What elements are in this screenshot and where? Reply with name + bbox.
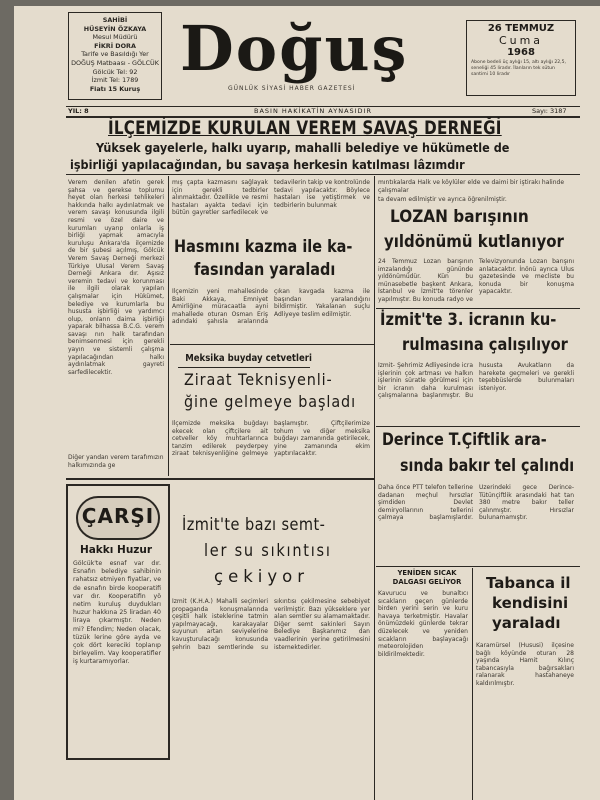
lozan-headline-2: yıldönümü kutlanıyor bbox=[384, 232, 564, 252]
motto: BASIN HAKİKATİN AYNASIDIR bbox=[254, 107, 372, 115]
meksika-headline-1: Ziraat Teknisyenli- bbox=[184, 370, 333, 389]
yenidin-kicker-2: DALGASI GELİYOR bbox=[392, 578, 462, 586]
year-label: YIL: 8 bbox=[68, 107, 89, 115]
lead-deck-2: işbirliği yapılacağından, bu savaşa herkesin katılması lâzımdır bbox=[70, 157, 465, 172]
lozan-lead: mıntıkalarda Halk ve köylüler elde ve daimi bir iştirakı halinde çalışmalar bbox=[378, 179, 565, 194]
imprint-box bbox=[68, 12, 162, 100]
imprint-text bbox=[69, 13, 161, 93]
advert-box bbox=[66, 484, 170, 760]
derince-body: Daha önce PTT telefon tellerine dadanan meçhul hırsızlar şimdiden Devlet demiryollarının tellerini çalmaya başlamışlardır. Üzerindeki gece Derince-Tütünçiftlik arasındaki hat tan 380 metre bakır teller çalınmıştır. Hırsızlar bulunamamıştır. bbox=[378, 484, 574, 522]
imprint-line: Tarife ve Basıldığı Yer bbox=[81, 50, 149, 59]
meksika-headline-2: ğine gelmeye başladı bbox=[184, 392, 356, 411]
lozan-body: 24 Temmuz Lozan barışının imzalandığı gününde yıldönümüdür. Kün bu münasebetle başkent Ankara, İstanbul ve İzmit'te törenler yapılmıştır. Bu konuda radyo ve Televizyonunda Lozan barışını anlatacaktır. İnönü ayrıca Ulus gazetesinde ve mecliste bu konuda bir konuşma yapacaktır. bbox=[378, 258, 574, 303]
lead-body: Verem denilen afetin gerek şahsa ve gerekse toplumu heyet olan herkesi tehlikeleri hakkında halkı aydınlatmak ve verem savaşı konusunda ilgili resmi ve özel daire ve kurumları uyarıp onlarla iş birliği yapmak amacıyla kuruluşu Ankara'da ilçemizde de bir şubesi açılmış, Gölcük Verem Savaş Derneği merkezi Türkiye Ulusal Verem Savaş Derneği Ankara dır. Aşısız veremin tedavi ve korunması ile ilgili olarak yapılan çalışmalar için Hükümet, belediye ve kurumlarla bu hususta işbirliği ve yardımcı olup, onların daima işbirliği yaparak bilhassa B.C.G. verem savaşı nın halk tarafından benimsenmesi için gerekli yayın ve sistemli çalışma yapılacağından halkı aydınlatmak gayreti sarfedilecektir. bbox=[68, 179, 164, 376]
derince-headline-1: Derince T.Çiftlik ara- bbox=[382, 430, 547, 450]
imprint-line: İzmit Tel: 1789 bbox=[91, 76, 139, 85]
icran-headline-1: İzmit'te 3. icranın ku- bbox=[380, 310, 557, 330]
date-weekday: Cuma bbox=[498, 34, 544, 47]
imprint-line: HÜSEYİN ÖZKAYA bbox=[83, 24, 147, 33]
derince-headline-2: sında bakır tel çalındı bbox=[400, 456, 575, 476]
icran-headline-2: rulmasına çalışılıyor bbox=[402, 335, 568, 355]
meksika-body: İlçemizde meksika buğdayı ekecek olan çiftçilere ait cetveller köy muhtarlarınca tanzim edilerek peyderpey ziraat teknisyenliğine gelmeye başlamıştır. Çiftçilerimize tohum ve diğer meksika buğdayı zamanında getirilecek, yine zamanında ekim yaptırılacaktır. bbox=[172, 420, 370, 458]
meksika-kicker-box bbox=[178, 353, 310, 368]
logo-subtitle: GÜNLÜK SİYASİ HABER GAZETESİ bbox=[228, 85, 356, 92]
hasmini-body-bottom: İlçemizin yeni mahallesinde Baki Akkaya, Emniyet Amirliğine müracaatla ayni mahallede oturan Osman Eriş adındaki şahısla aralarında çıkan kavgada kazma ile başından yaralandığını bildirmiştir. Yakalanan suçlu Adliyeye teslim edilmiştir. bbox=[172, 288, 370, 326]
newspaper-logo: Doğuş bbox=[180, 12, 409, 85]
tabanca-headline-1: Tabanca il bbox=[486, 574, 571, 592]
lozan-headline-1: LOZAN barışının bbox=[390, 207, 529, 227]
meksika-kicker: Meksika buyday cetvetleri bbox=[185, 353, 312, 364]
imprint-line: Fiatı 15 Kuruş bbox=[89, 84, 141, 93]
yenidin-body: Kavurucu ve bunaltıcı sıcakların geçen günlerde birden yerini serin ve kuru havaya terketmiştir. Havalar önümüzdeki günlerde tekrar düzelecek ve yeniden sıcakların başlayacağı meteorolojiden bildirilmektedir. bbox=[378, 590, 468, 658]
izmit-su-headline-3: çekiyor bbox=[214, 567, 310, 586]
hasmini-headline-1: Hasmını kazma ile ka- bbox=[174, 237, 353, 257]
tabanca-body: Karamürsel (Hususi) ilçesine bağlı köyünde oturan 28 yaşında Hamit Kılınç tabancasıyla bağırsakları ralanarak hastahaneye kaldırılmıştır. bbox=[476, 642, 574, 687]
lead-body-continued: Diğer yandan verem tarafımızın halkımızında ge bbox=[68, 454, 164, 469]
date-year: 1968 bbox=[507, 47, 535, 58]
yenidin-kicker-1: YENİDEN SICAK bbox=[397, 569, 457, 577]
lozan-lead-2: ta devam edilmiştir ve ayrıca öğrenilmiştir. bbox=[378, 196, 507, 203]
date-day: 26 TEMMUZ bbox=[487, 23, 555, 34]
imprint-line: SAHİBİ bbox=[102, 16, 128, 24]
subscription-note: Abone bedeli üç aylığı 15, altı aylığı 22,5, seneliği 45 liradır. İlanların tek sütun santimi 10 liradır bbox=[471, 60, 567, 77]
lead-headline: İLÇEMİZDE KURULAN VEREM SAVAŞ DERNEĞİ bbox=[108, 118, 502, 139]
izmit-su-headline-1: İzmit'te bazı semt- bbox=[182, 515, 326, 534]
advert-body: Gölcük'te esnaf var dır. Esnafın belediye sahibinin rahatsız etmiyen fiyatlar, ve de esnafın birde kooperatifi var dır. Kooperatifin yö netim kuruluş duydukları huzur hakkına 25 liradan 40 liraya çıkarmıştır. Neden mi? Efendim; Neden olacak, tüzük lerine göre ayda ve çok dört kereciki toplanıp birleyelim. Vay kooperatifler iş kurtaramıyorlar. bbox=[73, 560, 161, 666]
advert-headline: Hakkı Huzur bbox=[79, 544, 153, 556]
advert-logo bbox=[76, 496, 160, 540]
hasmini-headline-2: fasından yaraladı bbox=[194, 260, 336, 280]
date-box bbox=[466, 20, 576, 96]
advert-brand: ÇARŞI bbox=[81, 504, 155, 528]
imprint-line: FİKRİ DORA bbox=[94, 41, 136, 50]
imprint-line: Mesul Müdürü bbox=[92, 33, 138, 42]
izmit-su-headline-2: ler su sıkıntısı bbox=[204, 541, 332, 560]
hasmini-body-top: mış çapta kazmasını sağlayak için gerekli tedbirler alınmaktadır. Özellikle ve resmi hastaları ayakta tedavi için bütün gayretler sarfedilecek ve tedavilerin takip ve kontrolünde tedavi yapılacaktır. Böylece hastaları ise yetiştirmek ve tedbirlerin bulunmak bbox=[172, 179, 370, 217]
tabanca-headline-2: kendisini bbox=[492, 594, 569, 612]
lead-deck-1: Yüksek gayelerle, halkı uyarıp, mahalli belediye ve hükümetle de bbox=[96, 140, 510, 155]
issue-label: Sayı: 3187 bbox=[532, 107, 567, 115]
izmit-su-body: İzmit (K.H.A.) Mahalli seçimleri propaganda konuşmalarında çeşitli halk isteklerine tatmin yapılmayacağı, karakayalar suyunun artan seviyelerine kavuşturulacağı konusunda şehrin bazı semtlerinde su sıkıntısı çekilmesine sebebiyet verilmiştir. Bazı yükseklere yer alan semtler su alamamaktadır. Diğer semt sakinleri Sayın Belediye Başkanımız dan vaadlerinin yerine getirilmesini istemektedirler. bbox=[172, 598, 370, 651]
imprint-line: Gölcük Tel: 92 bbox=[92, 67, 138, 76]
tabanca-headline-3: yaraladı bbox=[492, 614, 561, 632]
newspaper-page bbox=[14, 6, 600, 800]
imprint-line: DOĞUŞ Matbaası - GÖLCÜK bbox=[71, 58, 159, 67]
icran-body: İzmit- Şehrimiz Adliyesinde icra işlerinin çok artması ve halkın işlerinin süratle görülmesi için bir icranın daha kurulması çalışmalarına başlanmıştır. Bu hususta Avukatların da harekete geçmeleri ve gerekli teşebbüslerde bulunmaları isteniyor. bbox=[378, 362, 574, 400]
